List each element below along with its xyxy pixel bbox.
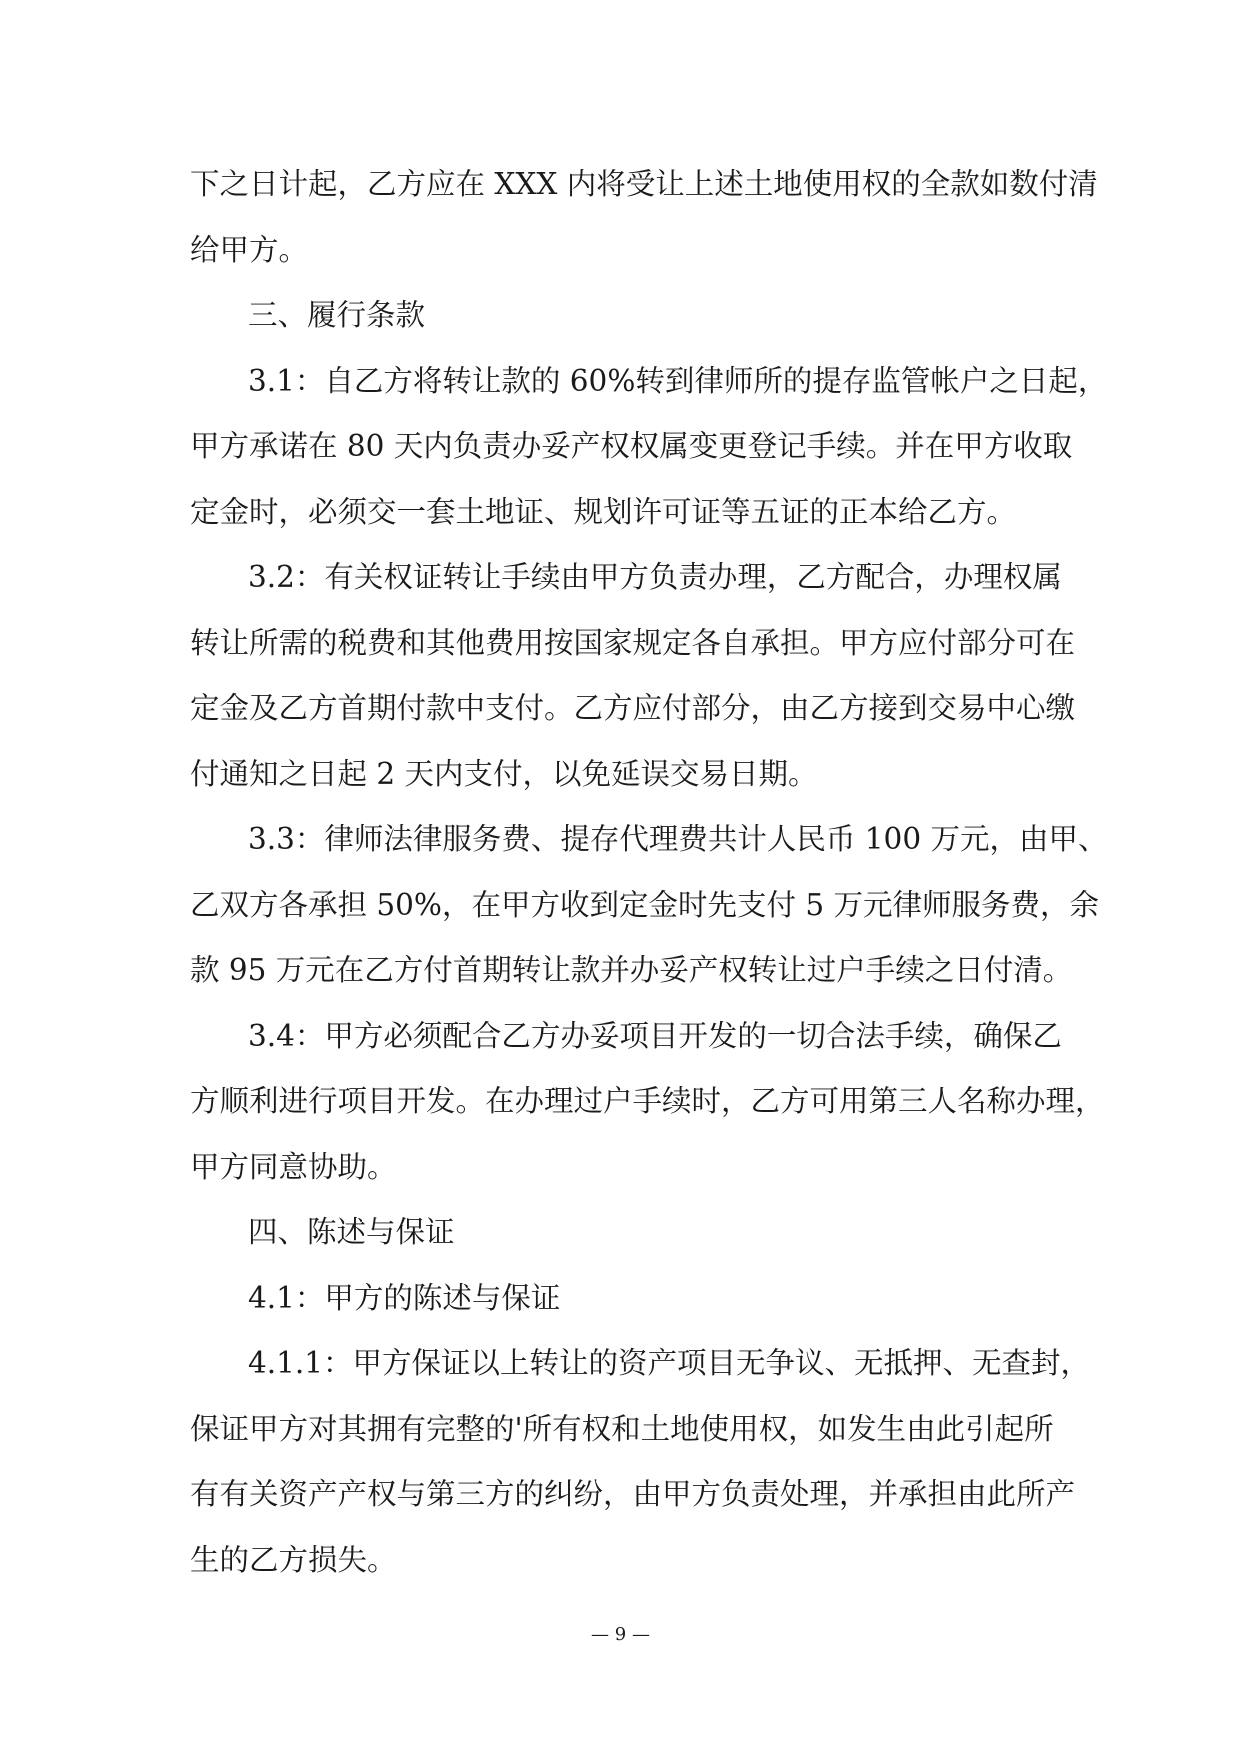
text-line: 转让所需的税费和其他费用按国家规定各自承担。甲方应付部分可在 (190, 625, 1076, 660)
text-line: 定金及乙方首期付款中支付。乙方应付部分，由乙方接到交易中心缴 (190, 691, 1076, 725)
page-number: — 9 — (591, 1624, 650, 1645)
text-line: 生的乙方损失。 (190, 1542, 397, 1577)
text-line: 4.1.1：甲方保证以上转让的资产项目无争议、无抵押、无查封， (248, 1346, 1091, 1380)
text-line: 甲方承诺在 80 天内负责办妥产权权属变更登记手续。并在甲方收取 (190, 429, 1073, 463)
text-line: 甲方同意协助。 (190, 1149, 397, 1184)
text-line: 3.1：自乙方将转让款的 60%转到律师所的提存监管帐户之日起， (248, 363, 1108, 398)
text-line: 四、陈述与保证 (248, 1215, 455, 1249)
text-line: 方顺利进行项目开发。在办理过户手续时，乙方可用第三人名称办理， (190, 1084, 1105, 1118)
text-line: 4.1：甲方的陈述与保证 (248, 1280, 561, 1315)
text-line: 3.4：甲方必须配合乙方办妥项目开发的一切合法手续，确保乙 (248, 1018, 1062, 1053)
text-line: 保证甲方对其拥有完整的'所有权和土地使用权，如发生由此引起所 (190, 1411, 1054, 1446)
text-line: 3.2：有关权证转让手续由甲方负责办理，乙方配合，办理权属 (248, 560, 1062, 594)
text-line: 三、履行条款 (248, 298, 426, 332)
text-line: 下之日计起，乙方应在 XXX 内将受让上述土地使用权的全款如数付清 (190, 167, 1098, 201)
text-line: 定金时，必须交一套土地证、规划许可证等五证的正本给乙方。 (190, 494, 1017, 529)
text-line: 有有关资产产权与第三方的纠纷，由甲方负责处理，并承担由此所产 (190, 1477, 1076, 1511)
text-line: 乙双方各承担 50%，在甲方收到定金时先支付 5 万元律师服务费，余 (190, 887, 1099, 922)
text-line: 3.3：律师法律服务费、提存代理费共计人民币 100 万元，由甲、 (248, 822, 1108, 856)
text-line: 给甲方。 (190, 232, 309, 267)
text-line: 款 95 万元在乙方付首期转让款并办妥产权转让过户手续之日付清。 (190, 953, 1073, 987)
text-line: 付通知之日起 2 天内支付，以免延误交易日期。 (190, 756, 818, 791)
document-body (190, 152, 1108, 1593)
